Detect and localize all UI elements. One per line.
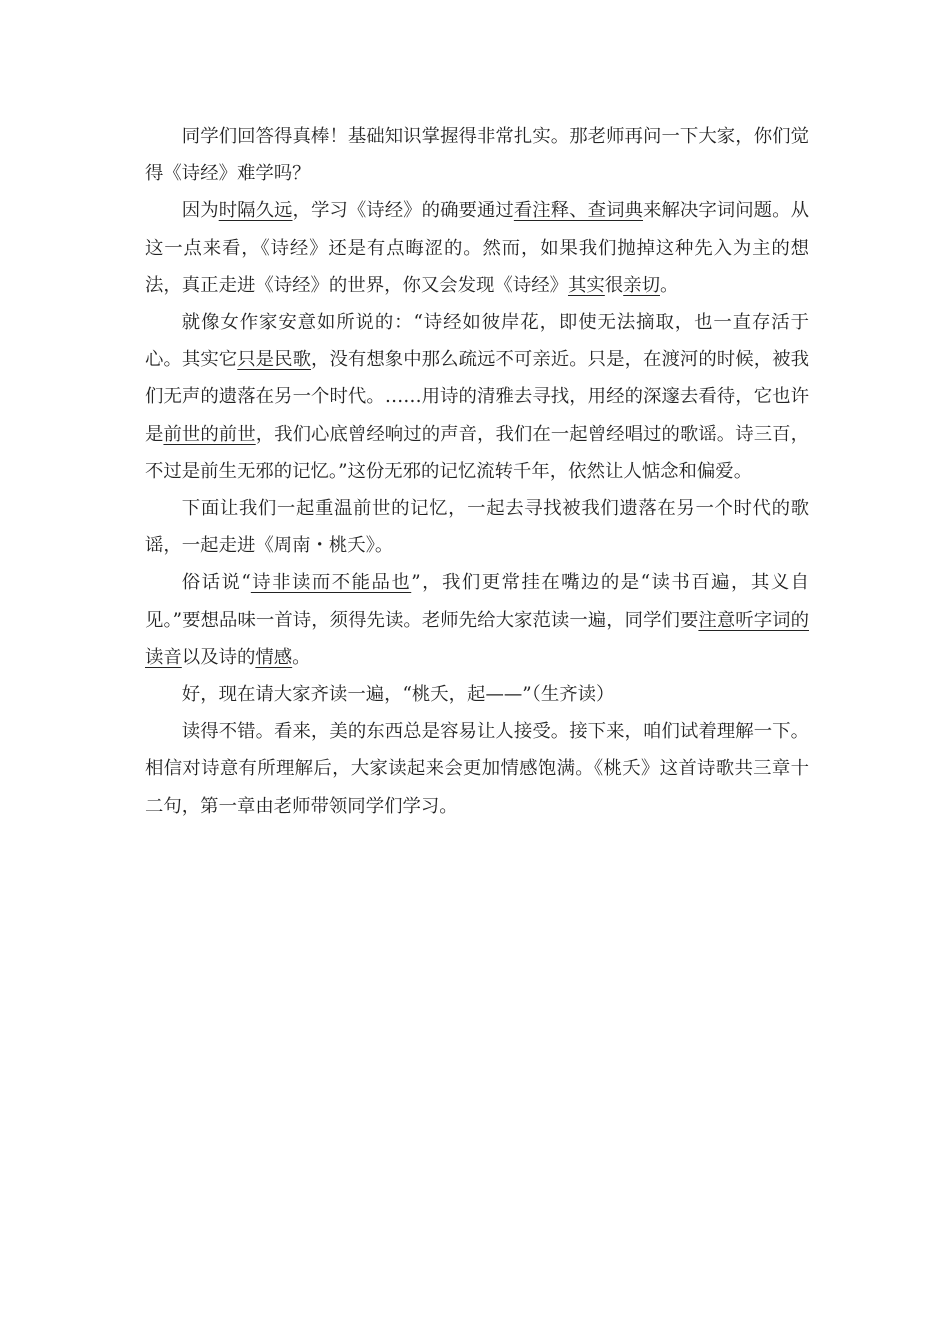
- underlined-phrase: 只是民歌: [237, 349, 312, 371]
- underlined-phrase: 时隔久远: [218, 200, 293, 222]
- text-run: 。: [292, 646, 311, 668]
- paragraph: [145, 490, 809, 564]
- text-run: ，我们心底曾经响过的声音，我们在一起曾经唱过的歌谣。诗三百，不过是前生无邪的记忆。”这份无邪的记忆流转千年，依然让人惦念和偏爱。: [145, 423, 809, 482]
- text-run: ”，我们更常挂在嘴边的是“读书百遍，其义自见。”要想品味一首诗，须得先读。老师先给大家范读一遍，同学们要: [145, 572, 809, 631]
- text-run: 好，现在请大家齐读一遍，“桃夭，起——”（生齐读）: [181, 684, 615, 706]
- text-run: ，学习《诗经》的确要通过: [292, 200, 514, 222]
- text-run: 以及诗的: [181, 646, 256, 668]
- text-run: 俗话说“: [181, 572, 251, 594]
- text-run: 同学们回答得真棒！基础知识掌握得非常扎实。那老师再问一下大家，你们觉得《诗经》难学吗？: [145, 126, 809, 185]
- paragraph: [145, 118, 809, 192]
- paragraph: [145, 676, 809, 713]
- text-run: 下面让我们一起重温前世的记忆，一起去寻找被我们遗落在另一个时代的歌谣，一起走进《周南・桃夭》。: [145, 498, 809, 557]
- underlined-phrase: 其实: [568, 274, 605, 296]
- text-run: 因为: [181, 200, 219, 222]
- underlined-phrase: 前世的前世: [163, 423, 256, 445]
- paragraph: [145, 304, 809, 490]
- document-body: [145, 118, 809, 825]
- underlined-phrase: 看注释、查词典: [513, 200, 643, 222]
- text-run: 很: [604, 274, 624, 296]
- underlined-phrase: 情感: [255, 646, 293, 668]
- underlined-phrase: 亲切: [623, 274, 660, 296]
- underlined-phrase: 注意听字词的读音: [145, 609, 809, 668]
- text-run: 读得不错。看来，美的东西总是容易让人接受。接下来，咱们试着理解一下。相信对诗意有所理解后，大家读起来会更加情感饱满。《桃夭》这首诗歌共三章十二句，第一章由老师带领同学们学习。: [145, 721, 809, 817]
- paragraph: [145, 192, 809, 304]
- text-run: 来解决字词问题。从这一点来看，《诗经》还是有点晦涩的。然而，如果我们抛掉这种先入为主的想法，真正走进《诗经》的世界，你又会发现《诗经》: [145, 200, 809, 296]
- text-run: 就像女作家安意如所说的：“诗经如彼岸花，即使无法摘取，也一直存活于心。其实它: [145, 312, 809, 371]
- paragraph: [145, 564, 809, 676]
- underlined-phrase: 诗非读而不能品也: [250, 572, 412, 594]
- paragraph: [145, 713, 809, 825]
- text-run: 。: [660, 274, 679, 296]
- text-run: ，没有想象中那么疏远不可亲近。只是，在渡河的时候，被我们无声的遗落在另一个时代。……用诗的清雅去寻找，用经的深邃去看待，它也许是: [145, 349, 809, 445]
